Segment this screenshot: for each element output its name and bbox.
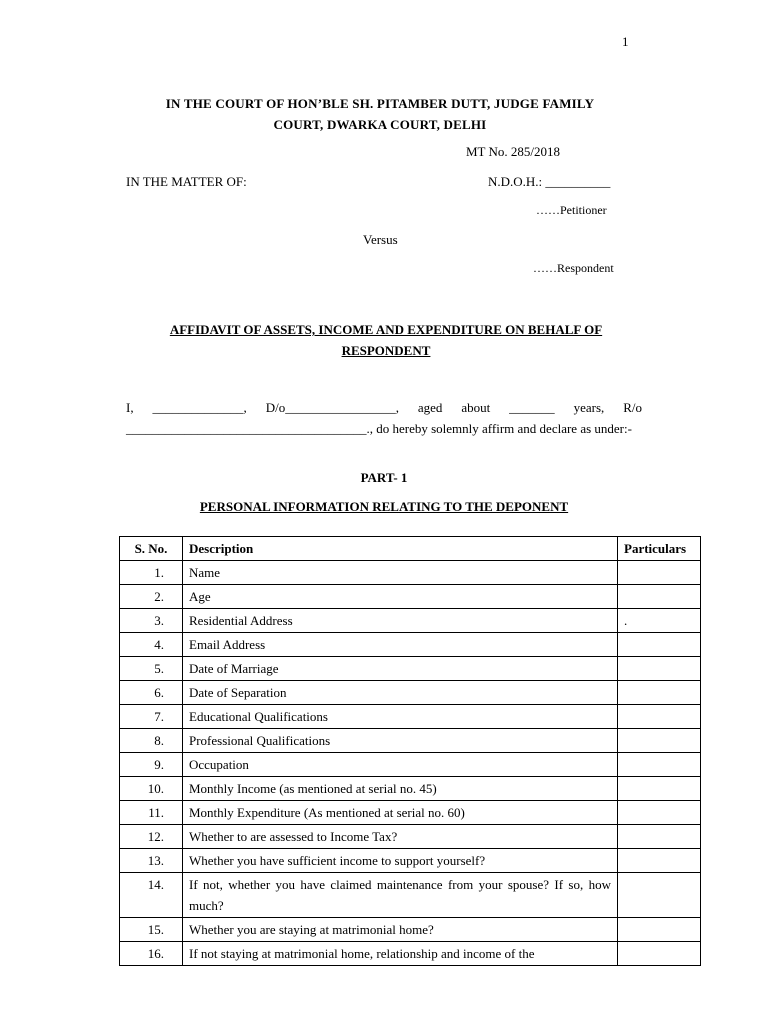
row-particulars <box>618 681 701 705</box>
part-title: PART- 1 <box>360 470 408 485</box>
table-row <box>120 777 701 801</box>
matter-label: IN THE MATTER OF: <box>126 174 247 189</box>
row-description: Whether you are staying at matrimonial home? <box>183 918 618 942</box>
table-row <box>120 729 701 753</box>
row-particulars <box>618 561 701 585</box>
row-particulars <box>618 942 701 966</box>
row-description: Name <box>183 561 618 585</box>
row-description: If not staying at matrimonial home, relationship and income of the <box>183 942 618 966</box>
page-number: 1 <box>622 34 629 49</box>
table-row <box>120 705 701 729</box>
row-sno: 6. <box>120 681 183 705</box>
table-row <box>120 657 701 681</box>
row-description: Monthly Income (as mentioned at serial no. 45) <box>183 777 618 801</box>
table-row <box>120 873 701 918</box>
row-sno: 13. <box>120 849 183 873</box>
table-row <box>120 918 701 942</box>
declaration-paragraph: I, ______________, D/o_________________, aged about _______ years, R/o _____________________________________., do hereby solemnly affirm and declare as under:- <box>126 400 642 436</box>
row-sno: 5. <box>120 657 183 681</box>
row-particulars <box>618 753 701 777</box>
table-row <box>120 585 701 609</box>
versus-label: Versus <box>363 232 398 247</box>
row-particulars <box>618 825 701 849</box>
row-description: Residential Address <box>183 609 618 633</box>
row-description: Monthly Expenditure (As mentioned at serial no. 60) <box>183 801 618 825</box>
row-description: If not, whether you have claimed maintenance from your spouse? If so, how much? <box>183 873 618 918</box>
row-sno: 3. <box>120 609 183 633</box>
row-description: Educational Qualifications <box>183 705 618 729</box>
row-description: Date of Separation <box>183 681 618 705</box>
row-sno: 12. <box>120 825 183 849</box>
table-row <box>120 825 701 849</box>
row-description: Date of Marriage <box>183 657 618 681</box>
affidavit-title-line-1: AFFIDAVIT OF ASSETS, INCOME AND EXPENDITURE ON BEHALF OF <box>169 322 603 337</box>
table-row <box>120 561 701 585</box>
court-title-line-2: COURT, DWARKA COURT, DELHI <box>273 117 487 132</box>
respondent-label: ……Respondent <box>533 261 614 275</box>
row-sno: 15. <box>120 918 183 942</box>
table-row <box>120 942 701 966</box>
ndoh-field: N.D.O.H.: __________ <box>488 174 611 189</box>
table-row <box>120 633 701 657</box>
row-description: Whether you have sufficient income to support yourself? <box>183 849 618 873</box>
affidavit-title-line-2: RESPONDENT <box>341 343 431 358</box>
row-particulars <box>618 729 701 753</box>
header-description: Description <box>183 537 618 561</box>
row-sno: 10. <box>120 777 183 801</box>
row-particulars <box>618 801 701 825</box>
row-particulars <box>618 777 701 801</box>
row-sno: 4. <box>120 633 183 657</box>
affidavit-title <box>118 319 654 361</box>
row-particulars: . <box>618 609 701 633</box>
row-sno: 16. <box>120 942 183 966</box>
section-title: PERSONAL INFORMATION RELATING TO THE DEPONENT <box>199 499 569 514</box>
row-particulars <box>618 849 701 873</box>
row-sno: 2. <box>120 585 183 609</box>
case-number: MT No. 285/2018 <box>466 144 561 159</box>
table-row <box>120 681 701 705</box>
row-description: Whether to are assessed to Income Tax? <box>183 825 618 849</box>
table-row <box>120 609 701 633</box>
row-particulars <box>618 873 701 918</box>
row-sno: 11. <box>120 801 183 825</box>
row-description: Professional Qualifications <box>183 729 618 753</box>
petitioner-label: ……Petitioner <box>536 203 607 217</box>
table-header-row <box>120 537 701 561</box>
row-description: Occupation <box>183 753 618 777</box>
table-row <box>120 753 701 777</box>
header-sno: S. No. <box>120 537 183 561</box>
table-row <box>120 849 701 873</box>
row-particulars <box>618 585 701 609</box>
row-particulars <box>618 705 701 729</box>
header-particulars: Particulars <box>618 537 701 561</box>
row-sno: 1. <box>120 561 183 585</box>
court-title <box>120 93 640 135</box>
row-description: Age <box>183 585 618 609</box>
row-particulars <box>618 918 701 942</box>
table-row <box>120 801 701 825</box>
row-sno: 7. <box>120 705 183 729</box>
personal-information-table <box>119 536 701 966</box>
row-sno: 9. <box>120 753 183 777</box>
row-description: Email Address <box>183 633 618 657</box>
row-sno: 8. <box>120 729 183 753</box>
row-sno: 14. <box>120 873 183 918</box>
row-particulars <box>618 657 701 681</box>
court-title-line-1: IN THE COURT OF HON’BLE SH. PITAMBER DUTT, JUDGE FAMILY <box>165 96 595 111</box>
row-particulars <box>618 633 701 657</box>
